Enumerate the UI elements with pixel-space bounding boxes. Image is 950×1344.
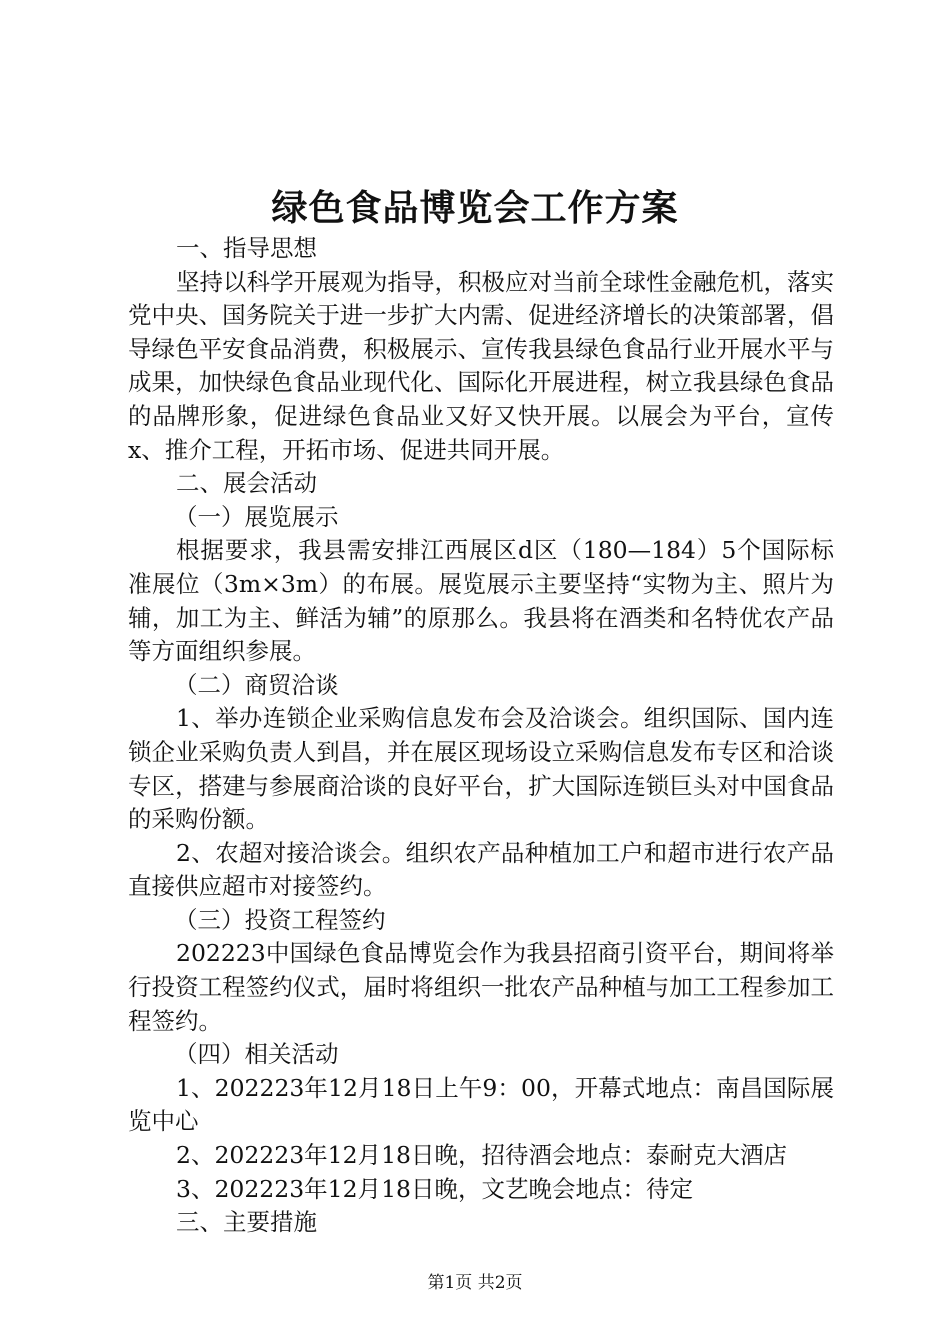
- section-heading-guiding-ideology: 一、指导思想: [176, 234, 317, 262]
- list-item-opening-ceremony: 1、202223年12月18日上午9：00，开幕式地点：南昌国际展览中心: [128, 1073, 834, 1136]
- paragraph-guiding-ideology: 坚持以科学开展观为指导，积极应对当前全球性金融危机，落实党中央、国务院关于进一步扩大内需、促进经济增长的决策部署，倡导绿色平安食品消费，积极展示、宣传我县绿色食品行业开展水平与成果，加快绿色食品业现代化、国际化开展进程，树立我县绿色食品的品牌形象，促进绿色食品业又好又快开展。以展会为平台，宣传x、推介工程，开拓市场、促进共同开展。: [128, 267, 834, 464]
- subsection-heading-investment-signing: （三）投资工程签约: [174, 905, 386, 934]
- paragraph-exhibition-display: 根据要求，我县需安排江西展区d区（180—184）5个国际标准展位（3m×3m）的布展。展览展示主要坚持“实物为主、照片为辅，加工为主、鲜活为辅”的原那么。我县将在酒类和名特优农产品等方面组织参展。: [128, 536, 834, 666]
- page-number-footer: 第1页 共2页: [427, 1273, 523, 1293]
- paragraph-chain-procurement: 1、举办连锁企业采购信息发布会及洽谈会。组织国际、国内连锁企业采购负责人到昌，并在展区现场设立采购信息发布专区和洽谈专区，搭建与参展商洽谈的良好平台，扩大国际连锁巨头对中国食品的采购份额。: [128, 704, 834, 834]
- paragraph-farm-supermarket: 2、农超对接洽谈会。组织农产品种植加工户和超市进行农产品直接供应超市对接签约。: [128, 838, 834, 901]
- subsection-heading-related-activities: （四）相关活动: [174, 1040, 339, 1069]
- subsection-heading-exhibition-display: （一）展览展示: [174, 502, 339, 531]
- document-body: [128, 232, 834, 1240]
- document-title: 绿色食品博览会工作方案: [271, 187, 679, 229]
- section-heading-exhibition-activities: 二、展会活动: [176, 469, 317, 498]
- list-item-reception: 2、202223年12月18日晚，招待酒会地点：泰耐克大酒店: [176, 1141, 787, 1170]
- paragraph-investment-signing: 202223中国绿色食品博览会作为我县招商引资平台，期间将举行投资工程签约仪式，届时将组织一批农产品种植与加工工程参加工程签约。: [128, 939, 834, 1035]
- section-heading-main-measures: 三、主要措施: [176, 1208, 317, 1237]
- subsection-heading-trade-negotiation: （二）商贸洽谈: [174, 670, 339, 699]
- list-item-gala: 3、202223年12月18日晚，文艺晚会地点：待定: [176, 1174, 693, 1203]
